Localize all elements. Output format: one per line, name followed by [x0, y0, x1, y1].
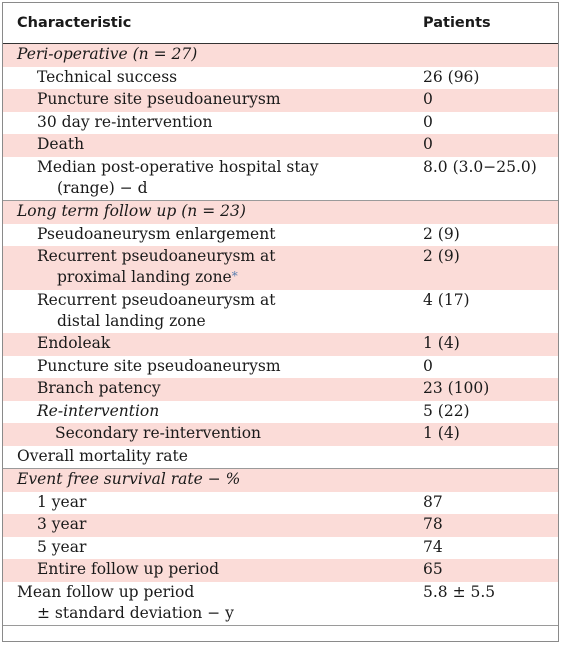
table-row — [3, 44, 558, 67]
table-row — [3, 492, 558, 515]
row-label — [3, 446, 413, 469]
row-value: 0 — [413, 89, 558, 112]
table-body — [3, 44, 558, 626]
row-value: 26 (96) — [423, 67, 480, 86]
row-label-text: Technical success — [37, 67, 178, 86]
row-label — [3, 492, 413, 515]
row-label-continuation-text: ± standard deviation − y — [37, 603, 234, 622]
row-value — [413, 446, 558, 469]
row-value — [413, 201, 558, 224]
row-value: 5 (22) — [423, 401, 470, 420]
table-row — [3, 89, 558, 112]
row-label — [3, 537, 413, 560]
row-label-text: Puncture site pseudoaneurysm — [37, 356, 281, 375]
row-label-text: 5 year — [37, 537, 87, 556]
row-label-text: Recurrent pseudoaneurysm at — [37, 247, 276, 265]
row-label-text: Pseudoaneurysm enlargement — [37, 224, 276, 243]
row-value: 87 — [423, 492, 443, 511]
row-label-text: Peri-operative (n = 27) — [17, 45, 198, 63]
row-label-continuation — [17, 603, 409, 624]
row-label — [3, 582, 413, 626]
row-value: 74 — [423, 537, 443, 556]
table-header-row — [3, 3, 558, 44]
row-label-text: Mean follow up period — [17, 582, 195, 601]
footnote-marker: * — [231, 269, 238, 283]
row-value: 0 — [413, 134, 558, 157]
row-label-continuation-text: distal landing zone — [57, 311, 206, 330]
patients-header: Patients — [413, 3, 558, 44]
table-row — [3, 469, 558, 492]
table-row — [3, 356, 558, 379]
row-label — [3, 224, 413, 247]
row-label-text: Recurrent pseudoaneurysm at — [37, 290, 276, 309]
row-label-continuation — [37, 267, 409, 288]
row-label-continuation-text: proximal landing zone — [57, 268, 232, 286]
row-label-text: Overall mortality rate — [17, 446, 188, 465]
row-label — [3, 89, 413, 112]
table-row — [3, 401, 558, 424]
row-label-text: Event free survival rate − % — [17, 470, 241, 488]
section-label — [3, 44, 413, 67]
row-value — [413, 44, 558, 67]
row-label — [3, 246, 413, 290]
table-row — [3, 290, 558, 334]
row-label-text: 3 year — [37, 515, 87, 533]
row-label — [3, 559, 413, 582]
row-label-text: Secondary re-intervention — [55, 424, 262, 442]
row-label-continuation-text: (range) − d — [57, 178, 148, 197]
row-label — [3, 401, 413, 424]
row-value — [413, 469, 558, 492]
row-label — [3, 333, 413, 356]
section-label — [3, 201, 413, 224]
row-label — [3, 134, 413, 157]
table-row — [3, 446, 558, 469]
table-row — [3, 67, 558, 90]
table-row — [3, 582, 558, 626]
characteristic-header: Characteristic — [3, 3, 413, 44]
table-row — [3, 224, 558, 247]
row-label-text: Branch patency — [37, 379, 161, 397]
row-value: 2 (9) — [413, 246, 558, 290]
row-value: 65 — [413, 559, 558, 582]
row-value: 5.8 ± 5.5 — [413, 582, 558, 626]
table-row — [3, 157, 558, 201]
table-row — [3, 378, 558, 401]
row-label — [3, 423, 413, 446]
row-label — [3, 112, 413, 135]
results-table-frame — [2, 2, 559, 642]
row-value: 0 — [423, 356, 433, 375]
table-row — [3, 333, 558, 356]
table-row — [3, 112, 558, 135]
table-row — [3, 246, 558, 290]
row-value: 78 — [413, 514, 558, 537]
row-label — [3, 356, 413, 379]
table-row — [3, 201, 558, 224]
row-label-text: Re-intervention — [37, 401, 160, 420]
row-label — [3, 67, 413, 90]
row-value: 1 (4) — [413, 333, 558, 356]
table-row — [3, 514, 558, 537]
row-label-text: Puncture site pseudoaneurysm — [37, 90, 281, 108]
row-label — [3, 157, 413, 201]
row-label-text: Endoleak — [37, 334, 111, 352]
results-table — [3, 3, 558, 626]
row-value: 1 (4) — [413, 423, 558, 446]
row-value: 2 (9) — [423, 224, 460, 243]
row-label — [3, 378, 413, 401]
row-label-text: Long term follow up (n = 23) — [17, 202, 246, 220]
row-label — [3, 514, 413, 537]
section-label — [3, 469, 413, 492]
table-row — [3, 537, 558, 560]
row-label-text: 30 day re-intervention — [37, 112, 213, 131]
row-label-text: 1 year — [37, 492, 87, 511]
row-value: 4 (17) — [423, 290, 470, 309]
row-label-text: Median post-operative hospital stay — [37, 157, 319, 176]
table-row — [3, 559, 558, 582]
row-label-text: Death — [37, 135, 85, 153]
row-value: 8.0 (3.0−25.0) — [423, 157, 537, 176]
row-value: 0 — [423, 112, 433, 131]
row-label-text: Entire follow up period — [37, 560, 220, 578]
row-label-continuation — [37, 311, 409, 332]
row-label-continuation — [37, 178, 409, 199]
table-row — [3, 134, 558, 157]
row-label — [3, 290, 413, 334]
table-row — [3, 423, 558, 446]
row-value: 23 (100) — [413, 378, 558, 401]
